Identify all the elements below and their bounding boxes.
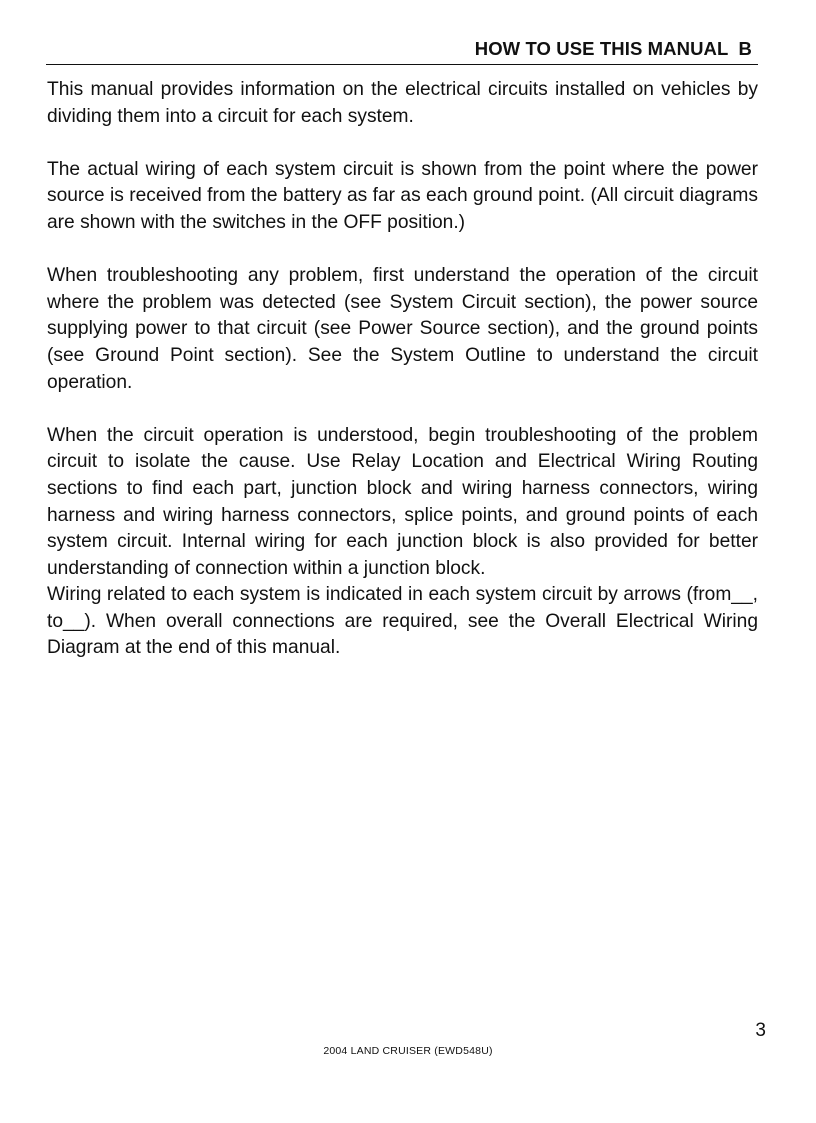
page-footer: 2004 LAND CRUISER (EWD548U) bbox=[323, 1045, 493, 1057]
page-header bbox=[46, 38, 758, 65]
paragraph-wiring: The actual wiring of each system circuit is shown from the point where the power source is received from the battery as far as each ground point. (All circuit diagrams are shown with the switches in the OFF position.) bbox=[47, 158, 758, 233]
page-number: 3 bbox=[755, 1020, 766, 1041]
paragraph-arrows: Wiring related to each system is indicated in each system circuit by arrows (from__, to__). When overall connections are required, see the Overall Electrical Wiring Diagram at the end of this manual. bbox=[47, 584, 758, 659]
body-text bbox=[47, 77, 758, 662]
paragraph-intro: This manual provides information on the electrical circuits installed on vehicles by dividing them into a circuit for each system. bbox=[47, 79, 758, 127]
paragraph-troubleshooting: When troubleshooting any problem, first understand the operation of the circuit where the problem was detected (see System Circuit section), the power source supplying power to that circuit (see Power Source section), and the ground points (see Ground Point section). See the System Outline to understand the circuit operation. bbox=[47, 265, 758, 393]
paragraph-isolate-cause: When the circuit operation is understood, begin troubleshooting of the problem circuit to isolate the cause. Use Relay Location and Electrical Wiring Routing sections to find each part, junction block and wiring harness connectors, wiring harness and wiring harness connectors, splice points, and ground points of each system circuit. Internal wiring for each junction block is also provided for better understanding of connection within a junction block. bbox=[47, 424, 758, 579]
page-header-title: HOW TO USE THIS MANUAL B bbox=[474, 38, 752, 59]
